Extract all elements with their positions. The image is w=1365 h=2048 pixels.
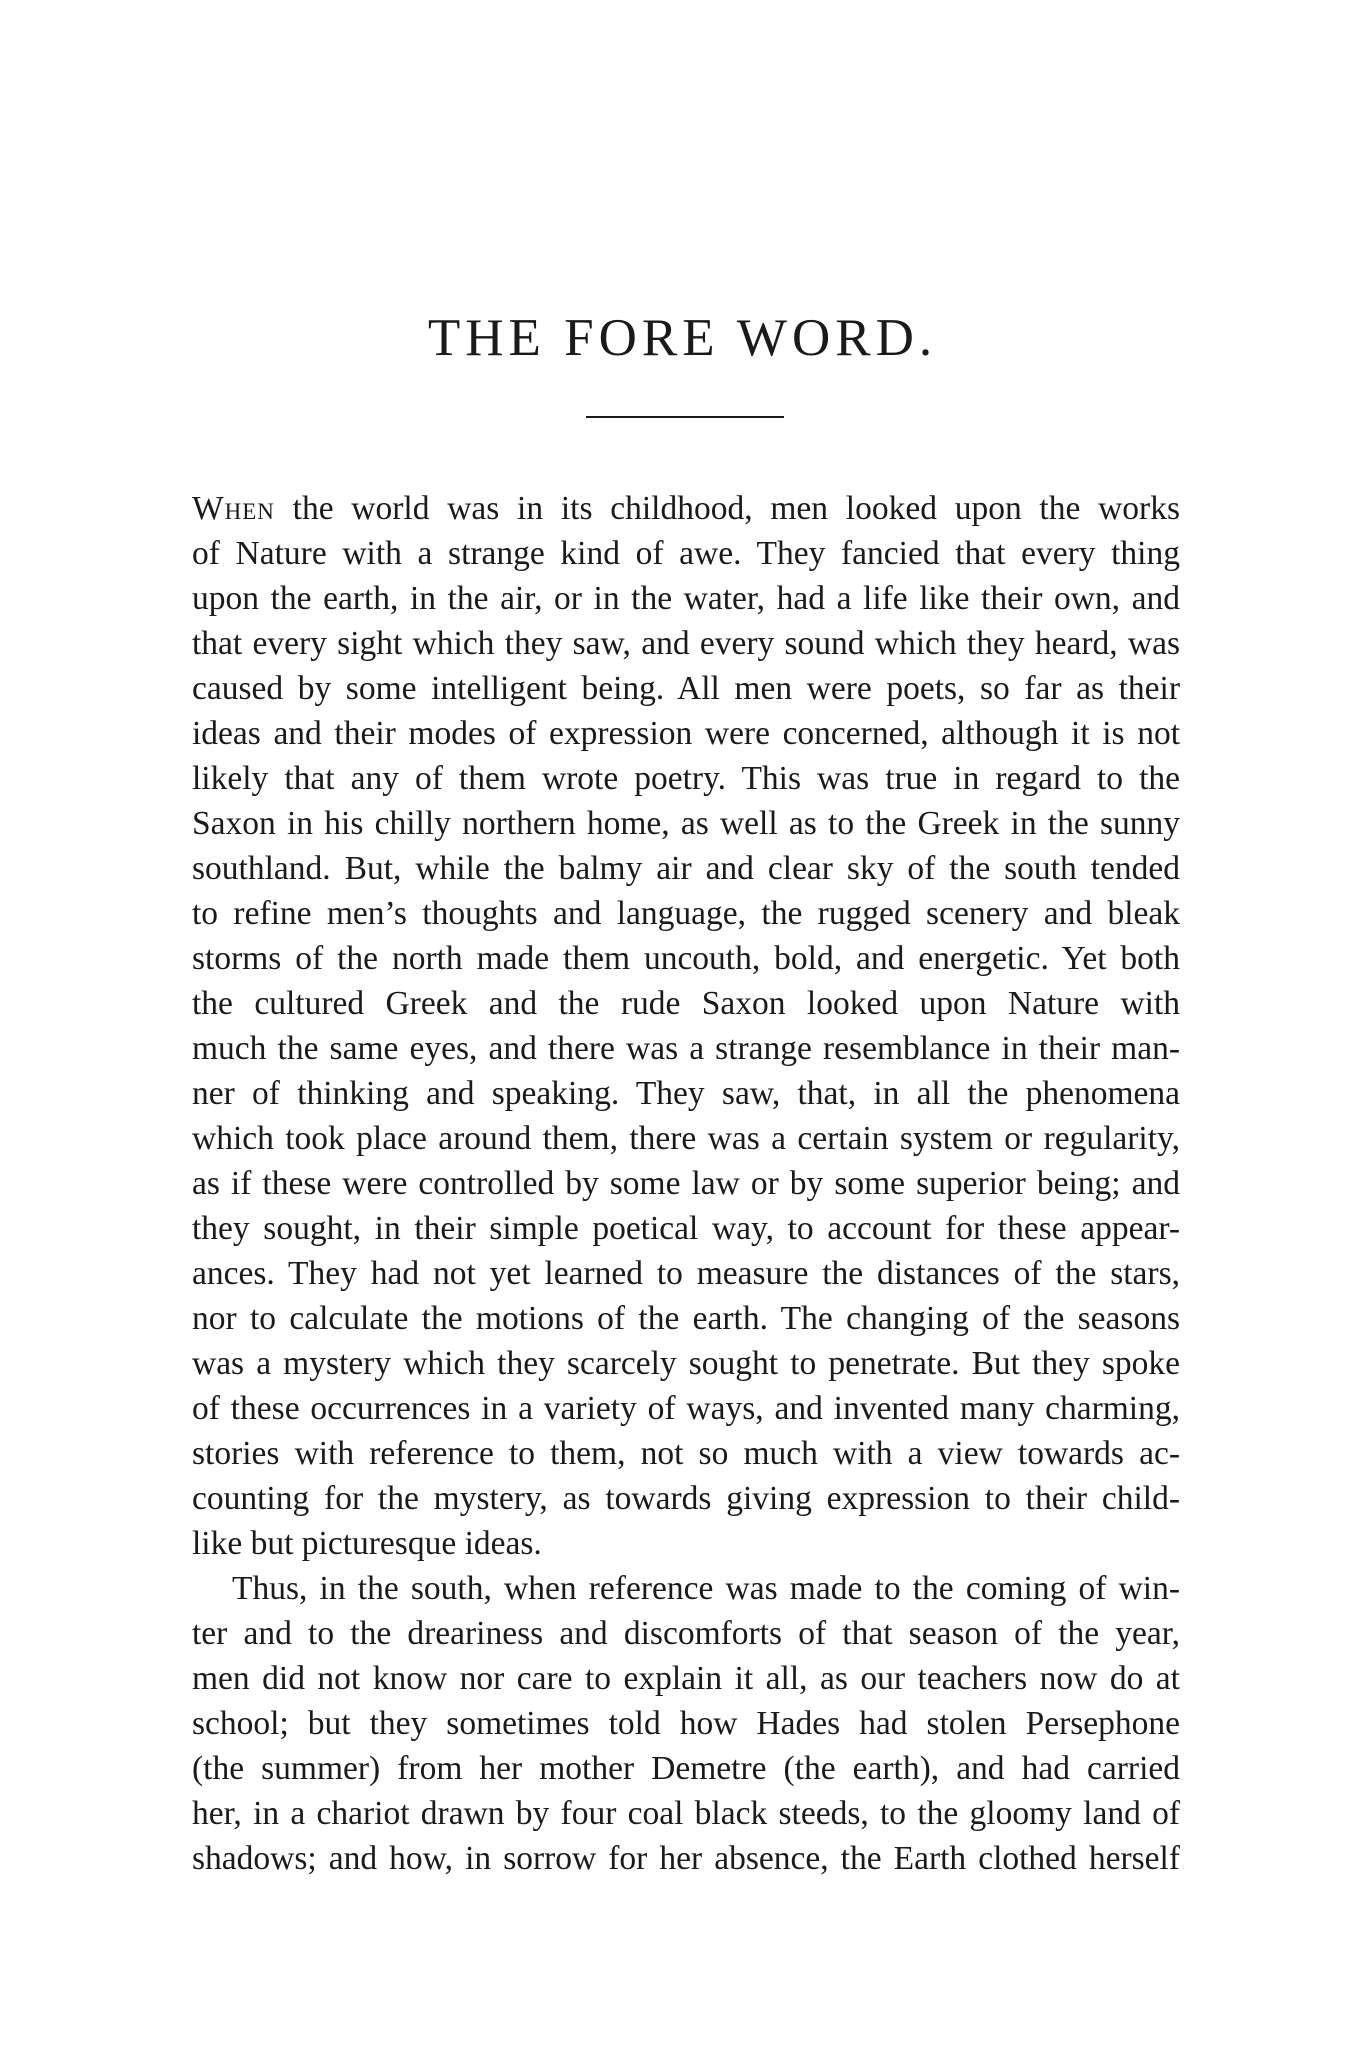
- text-line: ideas and their modes of expression were concerned, although it is not: [192, 715, 1180, 752]
- text-line: southland. But, while the balmy air and clear sky of the south tended: [192, 850, 1180, 887]
- text-line: nor to calculate the motions of the earth. The changing of the seasons: [192, 1300, 1180, 1337]
- text-line: likely that any of them wrote poetry. This was true in regard to the: [192, 760, 1180, 797]
- text-line: ances. They had not yet learned to measure the distances of the stars,: [192, 1255, 1180, 1292]
- text-line: ter and to the dreariness and discomforts of that season of the year,: [192, 1615, 1180, 1652]
- text-line: much the same eyes, and there was a strange resemblance in their man-: [192, 1030, 1180, 1067]
- body-text: [192, 486, 1180, 1881]
- text-line: they sought, in their simple poetical way, to account for these appear-: [192, 1210, 1180, 1247]
- text-line: of these occurrences in a variety of ways, and invented many charming,: [192, 1390, 1180, 1427]
- text-line: Thus, in the south, when reference was made to the coming of win-: [232, 1570, 1180, 1607]
- chapter-title: THE FORE WORD.: [427, 309, 938, 367]
- text-line: upon the earth, in the air, or in the water, had a life like their own, and: [192, 580, 1180, 617]
- text-line: school; but they sometimes told how Hades had stolen Persephone: [192, 1705, 1180, 1742]
- text-line: men did not know nor care to explain it all, as our teachers now do at: [192, 1660, 1180, 1697]
- text-line: like but picturesque ideas.: [192, 1525, 542, 1562]
- lead-word: When: [192, 490, 275, 527]
- text-line: to refine men’s thoughts and language, the rugged scenery and bleak: [192, 895, 1180, 932]
- text-line: counting for the mystery, as towards giving expression to their child-: [192, 1480, 1180, 1517]
- text-line: of Nature with a strange kind of awe. They fancied that every thing: [192, 535, 1180, 572]
- text-line: that every sight which they saw, and every sound which they heard, was: [192, 625, 1180, 662]
- text-line: When the world was in its childhood, men looked upon the works: [192, 490, 1180, 527]
- text-line: Saxon in his chilly northern home, as well as to the Greek in the sunny: [192, 805, 1180, 842]
- text-line: shadows; and how, in sorrow for her absence, the Earth clothed herself: [192, 1840, 1180, 1877]
- text-line: which took place around them, there was a certain system or regularity,: [192, 1120, 1180, 1157]
- text-line: stories with reference to them, not so much with a view towards ac-: [192, 1435, 1180, 1472]
- text-line: was a mystery which they scarcely sought to penetrate. But they spoke: [192, 1345, 1180, 1382]
- text-line: the cultured Greek and the rude Saxon looked upon Nature with: [192, 985, 1180, 1022]
- text-line: storms of the north made them uncouth, bold, and energetic. Yet both: [192, 940, 1180, 977]
- text-line: (the summer) from her mother Demetre (the earth), and had carried: [192, 1750, 1180, 1787]
- text-line: as if these were controlled by some law or by some superior being; and: [192, 1165, 1180, 1202]
- text-line: her, in a chariot drawn by four coal black steeds, to the gloomy land of: [192, 1795, 1180, 1832]
- title-rule: [586, 416, 784, 418]
- text-line: ner of thinking and speaking. They saw, that, in all the phenomena: [192, 1075, 1180, 1112]
- text-line: caused by some intelligent being. All men were poets, so far as their: [192, 670, 1180, 707]
